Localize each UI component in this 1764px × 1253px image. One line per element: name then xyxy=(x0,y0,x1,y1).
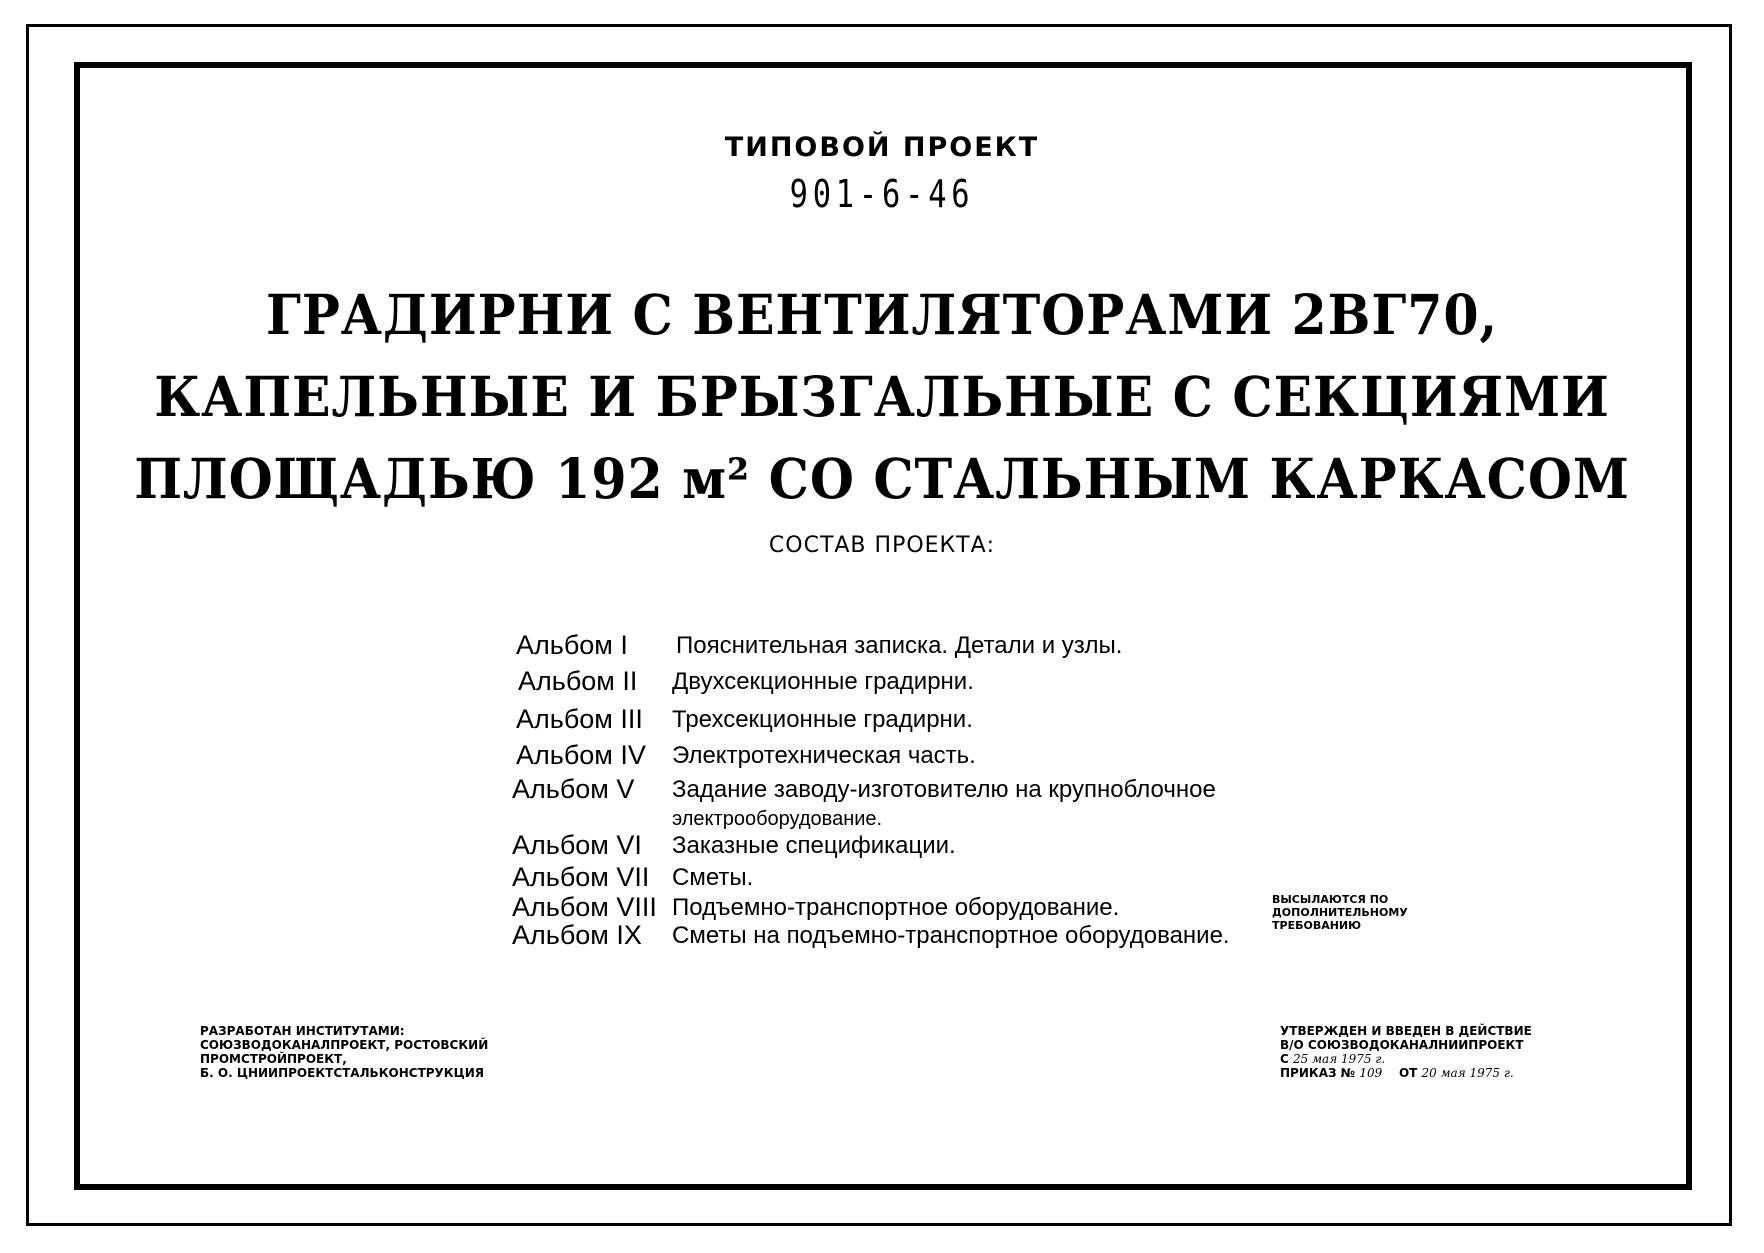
title-line-3: ПЛОЩАДЬЮ 192 м² СО СТАЛЬНЫМ КАРКАСОМ xyxy=(134,446,1630,511)
album-text: Трехсекционные градирни. xyxy=(672,706,973,733)
album-label: Альбом IV xyxy=(516,740,646,770)
developed-line-1: РАЗРАБОТАН ИНСТИТУТАМИ: xyxy=(200,1024,405,1038)
album-text: Двухсекционные градирни. xyxy=(672,668,974,695)
album-text: Электротехническая часть. xyxy=(672,742,976,769)
approval-date-prefix: С xyxy=(1280,1052,1289,1066)
approval-line-1: УТВЕРЖДЕН И ВВЕДЕН В ДЕЙСТВИЕ xyxy=(1280,1024,1532,1038)
album-label: Альбом II xyxy=(518,666,638,696)
album-label: Альбом VII xyxy=(512,862,650,892)
album-label: Альбом VI xyxy=(512,830,642,860)
order-date-prefix: ОТ xyxy=(1398,1066,1418,1080)
album-label: Альбом I xyxy=(516,630,628,660)
note-line-2: ДОПОЛНИТЕЛЬНОМУ xyxy=(1272,906,1408,919)
approval-date: 25 мая 1975 г. xyxy=(1293,1052,1386,1066)
album-text: Подъемно-транспортное оборудование. xyxy=(672,894,1120,921)
order-date: 20 мая 1975 г. xyxy=(1421,1066,1514,1080)
supplementary-note xyxy=(1272,893,1408,932)
approval-line-3 xyxy=(1280,1052,1532,1066)
project-series: ТИПОВОЙ ПРОЕКТ xyxy=(724,132,1040,163)
order-prefix: ПРИКАЗ № xyxy=(1280,1066,1356,1080)
album-label: Альбом VIII xyxy=(512,892,657,922)
developed-line-4: Б. О. ЦНИИПРОЕКТСТАЛЬКОНСТРУКЦИЯ xyxy=(200,1066,485,1080)
album-text-continued: электрооборудование. xyxy=(672,808,883,830)
composition-heading: СОСТАВ ПРОЕКТА: xyxy=(768,533,996,558)
order-number: 109 xyxy=(1359,1066,1383,1080)
note-line-3: ТРЕБОВАНИЮ xyxy=(1272,919,1362,932)
note-line-1: ВЫСЫЛАЮТСЯ ПО xyxy=(1272,893,1389,906)
album-text: Пояснительная записка. Детали и узлы. xyxy=(676,632,1123,659)
album-text: Задание заводу-изготовителю на крупноблочное xyxy=(672,776,1216,803)
developed-by xyxy=(200,1024,488,1080)
project-number: 901-6-46 xyxy=(789,172,975,216)
title-line-1: ГРАДИРНИ С ВЕНТИЛЯТОРАМИ 2ВГ70, xyxy=(265,282,1499,347)
album-label: Альбом IX xyxy=(512,920,642,950)
album-label: Альбом V xyxy=(512,774,635,804)
approval-line-4 xyxy=(1280,1066,1532,1080)
album-text: Сметы на подъемно-транспортное оборудование. xyxy=(672,922,1230,949)
approval-block xyxy=(1280,1024,1532,1080)
inner-frame xyxy=(74,62,1692,1190)
title-line-2: КАПЕЛЬНЫЕ И БРЫЗГАЛЬНЫЕ С СЕКЦИЯМИ xyxy=(154,364,1610,429)
album-label: Альбом III xyxy=(516,704,643,734)
approval-line-2: В/О СОЮЗВОДОКАНАЛНИИПРОЕКТ xyxy=(1280,1038,1524,1052)
developed-line-2: СОЮЗВОДОКАНАЛПРОЕКТ, РОСТОВСКИЙ xyxy=(200,1038,489,1052)
album-text: Сметы. xyxy=(672,864,754,891)
album-text: Заказные спецификации. xyxy=(672,832,956,859)
developed-line-3: ПРОМСТРОЙПРОЕКТ, xyxy=(200,1052,347,1066)
